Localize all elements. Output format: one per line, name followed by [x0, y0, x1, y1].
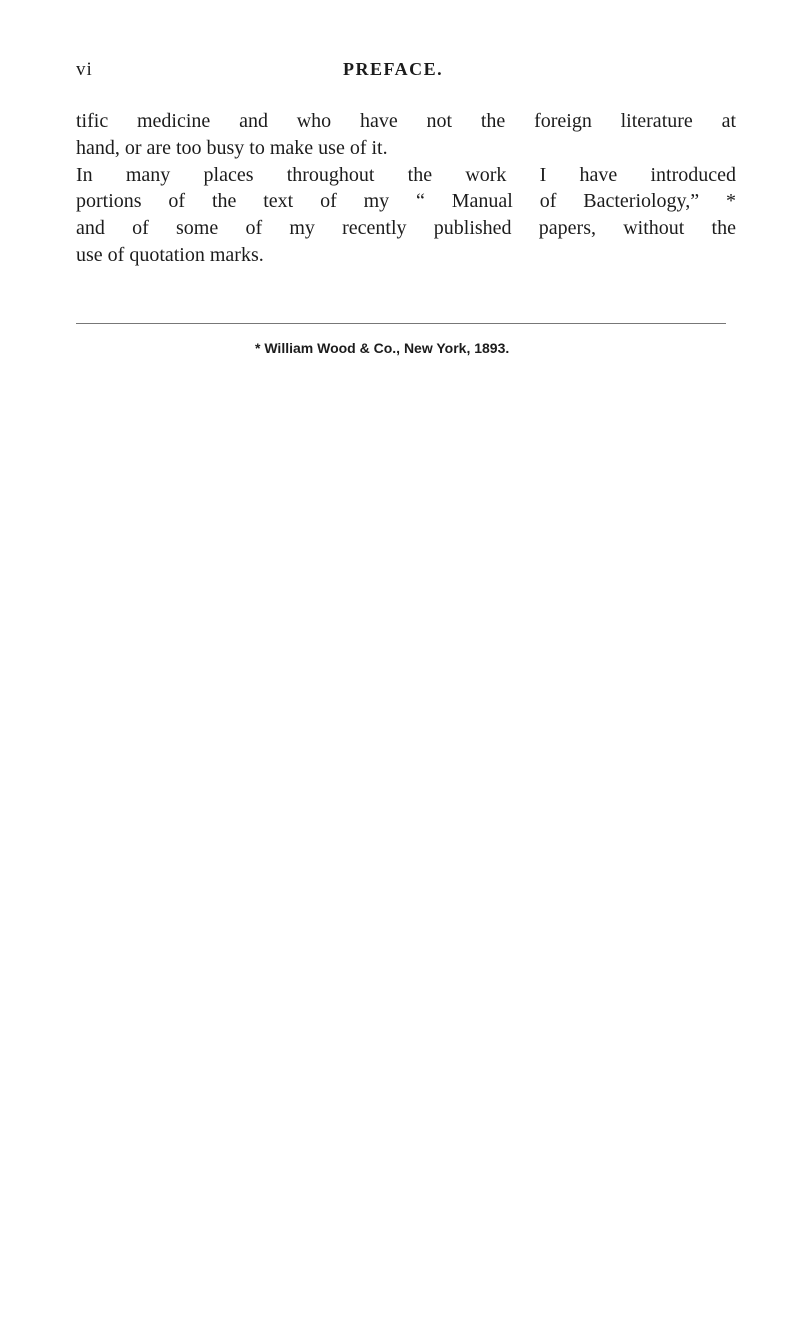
- text-line: hand, or are too busy to make use of it.: [76, 136, 388, 159]
- text-line: use of quotation marks.: [76, 243, 264, 266]
- running-head: PREFACE.: [343, 59, 444, 79]
- page-header: [76, 59, 731, 87]
- footnote-divider: [76, 323, 726, 324]
- text-line: In many places throughout the work I have introduced: [76, 163, 736, 186]
- text-line: tific medicine and who have not the foreign literature at: [76, 110, 736, 132]
- body-text: [76, 108, 736, 269]
- footnote: * William Wood & Co., New York, 1893.: [255, 340, 510, 356]
- page-number: vi: [76, 59, 93, 80]
- text-line: and of some of my recently published papers, without the: [76, 217, 736, 240]
- text-line: portions of the text of my “ Manual of Bacteriology,” *: [76, 190, 736, 213]
